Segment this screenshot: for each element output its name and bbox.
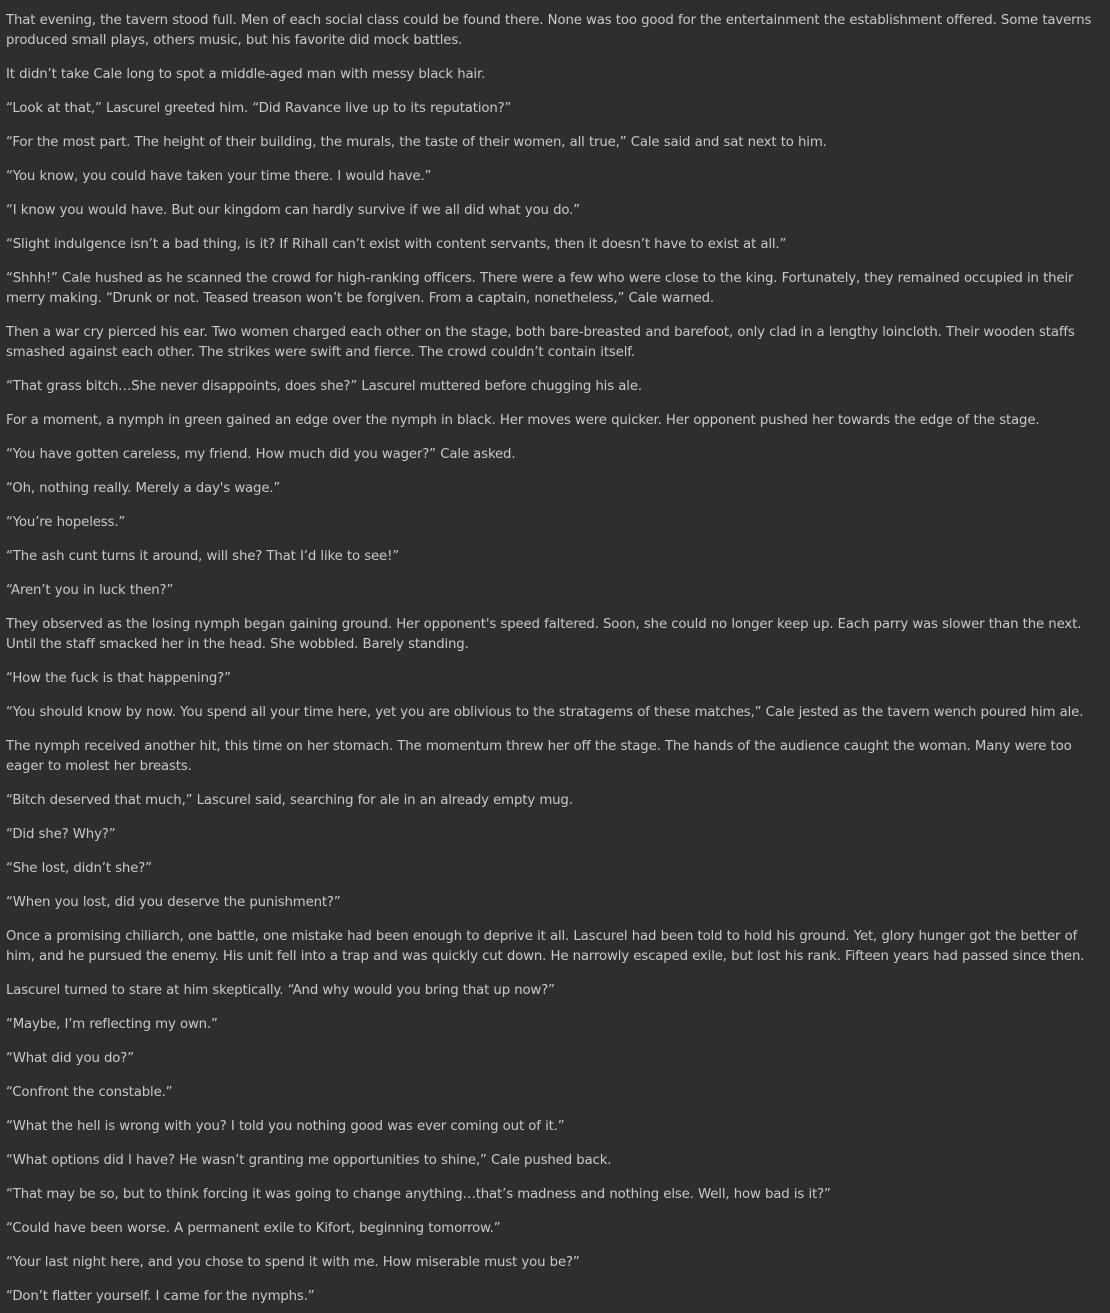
story-paragraph: “That may be so, but to think forcing it was going to change anything…that’s madness and nothing else. Well, how bad is it?” <box>6 1187 831 1202</box>
story-paragraph: “She lost, didn’t she?” <box>6 861 152 876</box>
story-paragraph: “What options did I have? He wasn’t granting me opportunities to shine,” Cale pushed back. <box>6 1153 612 1168</box>
story-paragraph: “Shhh!” Cale hushed as he scanned the crowd for high-ranking officers. There were a few who were close to the king. Fortunately, they remained occupied in their merry making. “Drunk or not. Teased treason won’t be forgiven. From a captain, nonetheless,” Cale warned. <box>6 271 1074 306</box>
story-paragraph: “Slight indulgence isn’t a bad thing, is it? If Rihall can’t exist with content servants, then it doesn’t have to exist at all.” <box>6 237 787 252</box>
story-paragraph: “Look at that,” Lascurel greeted him. “Did Ravance live up to its reputation?” <box>6 101 512 116</box>
story-paragraph: “Your last night here, and you chose to spend it with me. How miserable must you be?” <box>6 1255 580 1270</box>
story-paragraph: “What the hell is wrong with you? I told you nothing good was ever coming out of it.” <box>6 1119 565 1134</box>
story-paragraph: “The ash cunt turns it around, will she? That I’d like to see!” <box>6 549 399 564</box>
story-paragraph: “Confront the constable.” <box>6 1085 173 1100</box>
story-paragraph: “That grass bitch…She never disappoints, does she?” Lascurel muttered before chugging his ale. <box>6 379 642 394</box>
story-paragraph: “When you lost, did you deserve the punishment?” <box>6 895 341 910</box>
story-paragraph: “What did you do?” <box>6 1051 134 1066</box>
story-paragraph: “Aren’t you in luck then?” <box>6 583 174 598</box>
story-paragraph: Lascurel turned to stare at him skeptically. “And why would you bring that up now?” <box>6 983 555 998</box>
story-paragraph: “Don’t flatter yourself. I came for the nymphs.” <box>6 1289 315 1304</box>
story-paragraph: “Maybe, I’m reflecting my own.” <box>6 1017 218 1032</box>
story-paragraph: “I know you would have. But our kingdom can hardly survive if we all did what you do.” <box>6 203 580 218</box>
story-paragraph: Once a promising chiliarch, one battle, one mistake had been enough to deprive it all. Lascurel had been told to hold his ground. Yet, glory hunger got the better of him, and he pursued the enemy. His unit fell into a trap and was quickly cut down. He narrowly escaped exile, but lost his rank. Fifteen years had passed since then. <box>6 929 1085 964</box>
story-paragraph: Then a war cry pierced his ear. Two women charged each other on the stage, both bare-breasted and barefoot, only clad in a lengthy loincloth. Their wooden staffs smashed against each other. The strikes were swift and fierce. The crowd couldn’t contain itself. <box>6 325 1075 360</box>
story-paragraph: “How the fuck is that happening?” <box>6 671 231 686</box>
story-paragraph: “For the most part. The height of their building, the murals, the taste of their women, all true,” Cale said and sat next to him. <box>6 135 827 150</box>
story-paragraph: “You know, you could have taken your time there. I would have.” <box>6 169 432 184</box>
story-paragraph: “You should know by now. You spend all your time here, yet you are oblivious to the stratagems of these matches,” Cale jested as the tavern wench poured him ale. <box>6 705 1084 720</box>
story-paragraph: “Did she? Why?” <box>6 827 116 842</box>
story-paragraph: “Bitch deserved that much,” Lascurel said, searching for ale in an already empty mug. <box>6 793 573 808</box>
story-paragraph: The nymph received another hit, this time on her stomach. The momentum threw her off the stage. The hands of the audience caught the woman. Many were too eager to molest her breasts. <box>6 739 1072 774</box>
story-paragraph: “Could have been worse. A permanent exile to Kifort, beginning tomorrow.” <box>6 1221 501 1236</box>
story-paragraph: “You have gotten careless, my friend. How much did you wager?” Cale asked. <box>6 447 516 462</box>
story-paragraph: “Oh, nothing really. Merely a day's wage.” <box>6 481 281 496</box>
story-paragraph: That evening, the tavern stood full. Men of each social class could be found there. None was too good for the entertainment the establishment offered. Some taverns produced small plays, others music, but his favorite did mock battles. <box>6 13 1092 48</box>
story-paragraph: For a moment, a nymph in green gained an edge over the nymph in black. Her moves were quicker. Her opponent pushed her towards the edge of the stage. <box>6 413 1040 428</box>
story-paragraph: They observed as the losing nymph began gaining ground. Her opponent's speed faltered. Soon, she could no longer keep up. Each parry was slower than the next. Until the staff smacked her in the head. She wobbled. Barely standing. <box>6 617 1082 652</box>
story-paragraph: “You’re hopeless.” <box>6 515 126 530</box>
story-paragraph: It didn’t take Cale long to spot a middle-aged man with messy black hair. <box>6 67 486 82</box>
